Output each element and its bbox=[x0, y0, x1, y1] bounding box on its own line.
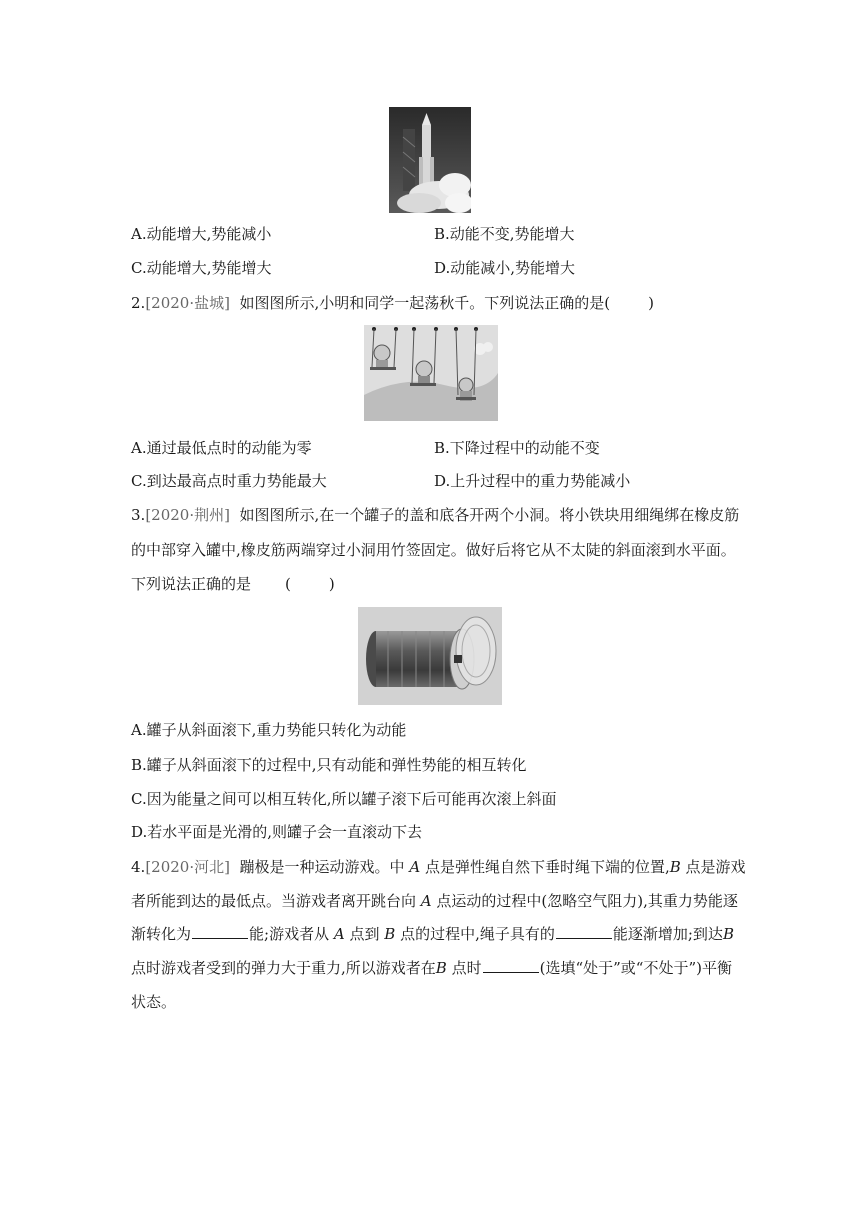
q4-source: [2020·河北] bbox=[145, 858, 230, 876]
q4-text: 能;游戏者从 bbox=[249, 925, 330, 943]
q3-stem-line1 bbox=[131, 505, 739, 525]
q4-text: 者所能到达的最低点。当游戏者离开跳台向 bbox=[131, 892, 417, 910]
q3-stem-text-1: 如图图所示,在一个罐子的盖和底各开两个小洞。将小铁块用细绳绑在橡皮筋 bbox=[239, 506, 740, 524]
q2-option-d: D.上升过程中的重力势能减小 bbox=[434, 472, 631, 490]
q3-number: 3. bbox=[131, 506, 146, 524]
q3-stem-line2: 的中部穿入罐中,橡皮筋两端穿过小洞用竹签固定。做好后将它从不太陡的斜面滚到水平面。 bbox=[131, 541, 736, 559]
q2-close-paren: ) bbox=[648, 294, 654, 312]
q3-stem-line3 bbox=[131, 574, 335, 594]
q4-point-a: A bbox=[409, 858, 421, 876]
rocket-launch-image bbox=[389, 107, 471, 213]
q4-text: 点时游戏者受到的弹力大于重力,所以游戏者在 bbox=[131, 959, 436, 977]
q4-line2 bbox=[131, 891, 738, 911]
q4-point-a: A bbox=[333, 925, 345, 943]
q4-text: 点的过程中,绳子具有的 bbox=[400, 925, 555, 943]
q4-line5: 状态。 bbox=[131, 993, 177, 1011]
q4-point-b: B bbox=[435, 959, 447, 977]
q3-stem-text-3: 下列说法正确的是 bbox=[131, 575, 252, 593]
q4-blank-1[interactable] bbox=[192, 924, 248, 939]
q2-stem bbox=[131, 293, 654, 313]
q4-point-b: B bbox=[722, 925, 734, 943]
q4-text: 蹦极是一种运动游戏。中 bbox=[239, 858, 405, 876]
q3-close-paren: ) bbox=[328, 575, 335, 593]
q3-open-paren: ( bbox=[285, 575, 291, 593]
q4-line4 bbox=[131, 958, 732, 978]
q4-text: 点到 bbox=[349, 925, 380, 943]
q2-option-c: C.到达最高点时重力势能最大 bbox=[131, 472, 327, 490]
q1-option-b: B.动能不变,势能增大 bbox=[434, 225, 575, 243]
q3-option-a: A.罐子从斜面滚下,重力势能只转化为动能 bbox=[131, 721, 407, 739]
swing-illustration bbox=[364, 325, 498, 421]
q4-line1 bbox=[131, 857, 746, 877]
q4-line3 bbox=[131, 924, 734, 944]
q3-source: [2020·荆州] bbox=[145, 506, 230, 524]
q4-text: 渐转化为 bbox=[131, 925, 192, 943]
q4-blank-2[interactable] bbox=[556, 924, 612, 939]
q4-text: 点运动的过程中(忽略空气阻力),其重力势能逐 bbox=[436, 892, 738, 910]
q4-point-b: B bbox=[669, 858, 681, 876]
q4-number: 4. bbox=[131, 858, 146, 876]
q4-blank-3[interactable] bbox=[483, 958, 539, 973]
q2-option-b: B.下降过程中的动能不变 bbox=[434, 439, 600, 457]
q4-text: 点时 bbox=[451, 959, 482, 977]
q1-option-d: D.动能减小,势能增大 bbox=[434, 259, 576, 277]
q2-source: [2020·盐城] bbox=[145, 294, 230, 312]
q4-point-a: A bbox=[420, 892, 432, 910]
q2-number: 2. bbox=[131, 294, 146, 312]
q3-option-b: B.罐子从斜面滚下的过程中,只有动能和弹性势能的相互转化 bbox=[131, 756, 527, 774]
q4-text: 能逐渐增加;到达 bbox=[612, 925, 723, 943]
q2-stem-text: 如图图所示,小明和同学一起荡秋千。下列说法正确的是( bbox=[239, 294, 611, 312]
q1-option-c: C.动能增大,势能增大 bbox=[131, 259, 272, 277]
q4-point-b: B bbox=[384, 925, 396, 943]
q4-text: 点是游戏 bbox=[685, 858, 746, 876]
q3-option-d: D.若水平面是光滑的,则罐子会一直滚动下去 bbox=[131, 823, 423, 841]
rolling-can-image bbox=[358, 607, 502, 705]
q1-option-a: A.动能增大,势能减小 bbox=[131, 225, 272, 243]
q4-text: 点是弹性绳自然下垂时绳下端的位置, bbox=[424, 858, 670, 876]
q2-option-a: A.通过最低点时的动能为零 bbox=[131, 439, 312, 457]
q3-option-c: C.因为能量之间可以相互转化,所以罐子滚下后可能再次滚上斜面 bbox=[131, 790, 557, 808]
q4-text: (选填“处于”或“不处于”)平衡 bbox=[539, 959, 732, 977]
